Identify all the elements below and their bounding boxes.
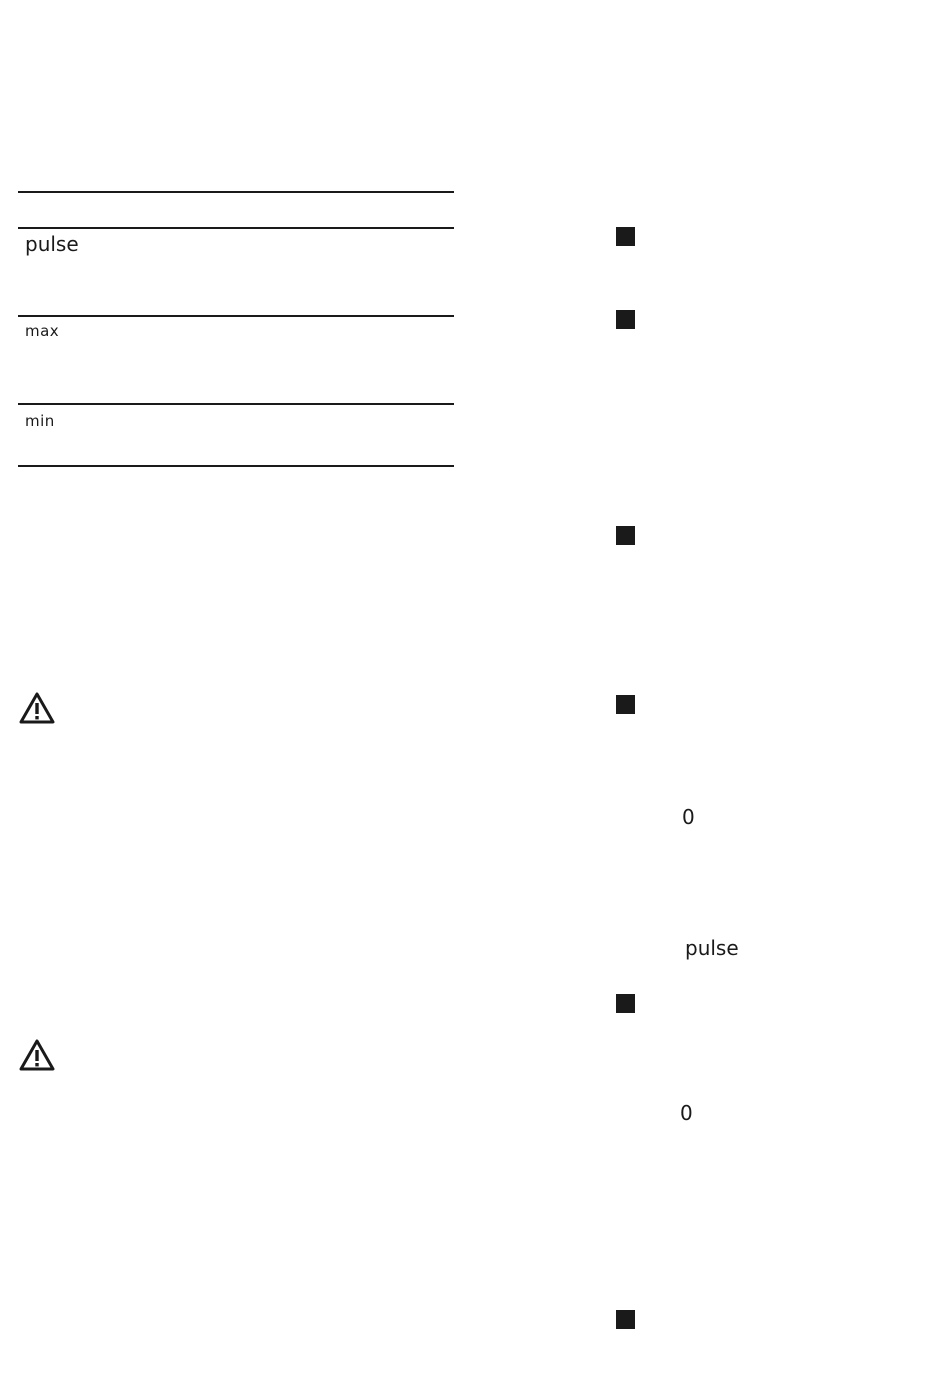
table-bottom-rule [18,465,454,467]
square-bullet-icon [616,310,635,329]
setting-value-zero: 0 [680,1101,693,1125]
square-bullet-icon [616,695,635,714]
square-bullet-icon [616,526,635,545]
square-bullet-icon [616,227,635,246]
table-top-rule [18,191,454,193]
table-row-label-pulse: pulse [25,232,79,256]
warning-triangle-icon [18,1038,56,1072]
warning-triangle-icon [18,691,56,725]
setting-value-zero: 0 [682,805,695,829]
setting-value-pulse: pulse [685,936,739,960]
table-row-rule [18,315,454,317]
table-row-label-max: max [25,322,60,340]
square-bullet-icon [616,1310,635,1329]
table-row-rule [18,403,454,405]
table-row-label-min: min [25,412,55,430]
square-bullet-icon [616,994,635,1013]
table-header-rule [18,227,454,229]
